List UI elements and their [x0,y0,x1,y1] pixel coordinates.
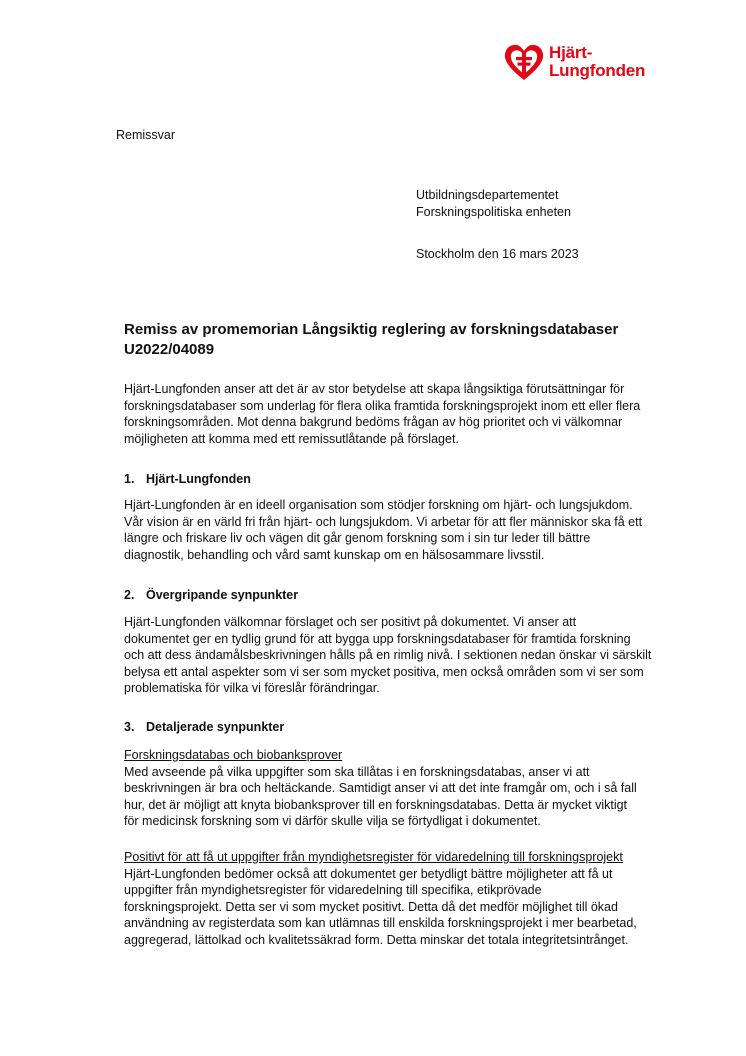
intro-line: möjligheten att komma med ett remissutlåtande på förslaget. [124,431,459,446]
section-2-heading [124,587,298,603]
intro-line: forskningsdatabaser som underlag för flera olika framtida forskningsprojekt inom ett eller flera [124,398,641,413]
subsection-heading: Forskningsdatabas och biobanksprover [124,748,343,762]
paragraph-line: problematiska för vilka vi föreslår förändringar. [124,681,380,695]
intro-line: Hjärt-Lungfonden anser att det är av stor betydelse att skapa långsiktiga förutsättningar för [124,382,625,396]
paragraph-line: aggregerad, lättolkad och kvalitetssäkrad form. Detta minskar det totala integritetsintrånget. [124,932,629,947]
recipient-line1: Utbildningsdepartementet [416,188,559,202]
document-type: Remissvar [116,128,176,142]
hjart-lungfonden-logo [503,42,663,84]
paragraph-line: hur, det är möjligt att knyta biobanksprover till en forskningsdatabas. Detta är mycket viktigt [124,797,628,812]
recipient-line2: Forskningspolitiska enheten [416,205,571,219]
paragraph-line: Hjärt-Lungfonden är en ideell organisation som stödjer forskning om hjärt- och lungsjukdom. [124,498,633,512]
paragraph-line: belysa ett antal aspekter som vi ser som mycket positiva, men också områden som vi ser som [124,664,644,679]
paragraph-line: dokumentet ger en tydlig grund för att bygga upp forskningsdatabaser för framtida forskning [124,631,631,646]
subsection-biobank [124,747,654,830]
paragraph-line: Hjärt-Lungfonden välkomnar förslaget och ser positivt på dokumentet. Vi anser att [124,615,577,629]
paragraph-line: Med avseende på vilka uppgifter som ska tillåtas i en forskningsdatabas, anser vi att [124,764,590,779]
date-line: Stockholm den 16 mars 2023 [416,247,579,261]
logo-text-line2: Lungfonden [549,61,646,80]
paragraph-line: för medicinsk forskning som vi därför skulle vilja se förtydligat i dokumentet. [124,814,541,828]
paragraph-line: uppgifter från myndighetsregister för vidaredelning till specifika, etikprövade [124,883,542,897]
subsection-registers [124,849,654,948]
paragraph-line: Hjärt-Lungfonden bedömer också att dokumentet ger betydligt bättre möjligheter att få ut [124,866,613,881]
section-2-paragraph [124,614,654,697]
logo-text-line1: Hjärt- [549,43,593,62]
heart-cross-icon [503,42,545,84]
section-title: Hjärt-Lungfonden [146,472,251,486]
title-line2: U2022/04089 [124,341,215,358]
section-1-heading [124,471,251,487]
section-number: 3. [124,720,135,734]
section-number: 2. [124,588,135,602]
document-title [124,320,664,360]
intro-line: forskningsområden. Mot denna bakgrund bedöms frågan av hög prioritet och vi välkomnar [124,415,623,429]
section-3-heading [124,719,284,735]
section-title: Övergripande synpunkter [146,588,299,602]
paragraph-line: användning av registerdata som kan utlämnas till enskilda forskningsprojekt i mer bearbetad, [124,916,637,930]
intro-paragraph [124,381,654,447]
paragraph-line: diagnostik, behandling och vård samt kunskap om en hälsosammare livsstil. [124,547,545,562]
paragraph-line: Vår vision är en värld fri från hjärt- och lungsjukdom. Vi arbetar för att fler människor ska få ett [124,514,643,529]
paragraph-line: och att dess ändamålsbeskrivningen hålls på en rimlig nivå. I sektionen nedan önskar vi särskilt [124,648,652,662]
paragraph-line: forskningsprojekt. Detta ser vi som mycket positivt. Detta då det medför möjlighet till ökad [124,899,618,914]
subsection-heading: Positivt för att få ut uppgifter från myndighetsregister för vidaredelning till forskningsprojekt [124,850,623,864]
paragraph-line: längre och friskare liv och vägen dit går genom forskning som i sin tur leder till bättre [124,531,591,545]
title-line1: Remiss av promemorian Långsiktig reglering av forskningsdatabaser [124,321,619,338]
paragraph-line: beskrivningen är bra och heltäckande. Samtidigt anser vi att det inte framgår om, och i så fall [124,781,637,795]
section-number: 1. [124,472,135,486]
section-title: Detaljerade synpunkter [146,720,285,734]
section-1-paragraph [124,497,654,563]
